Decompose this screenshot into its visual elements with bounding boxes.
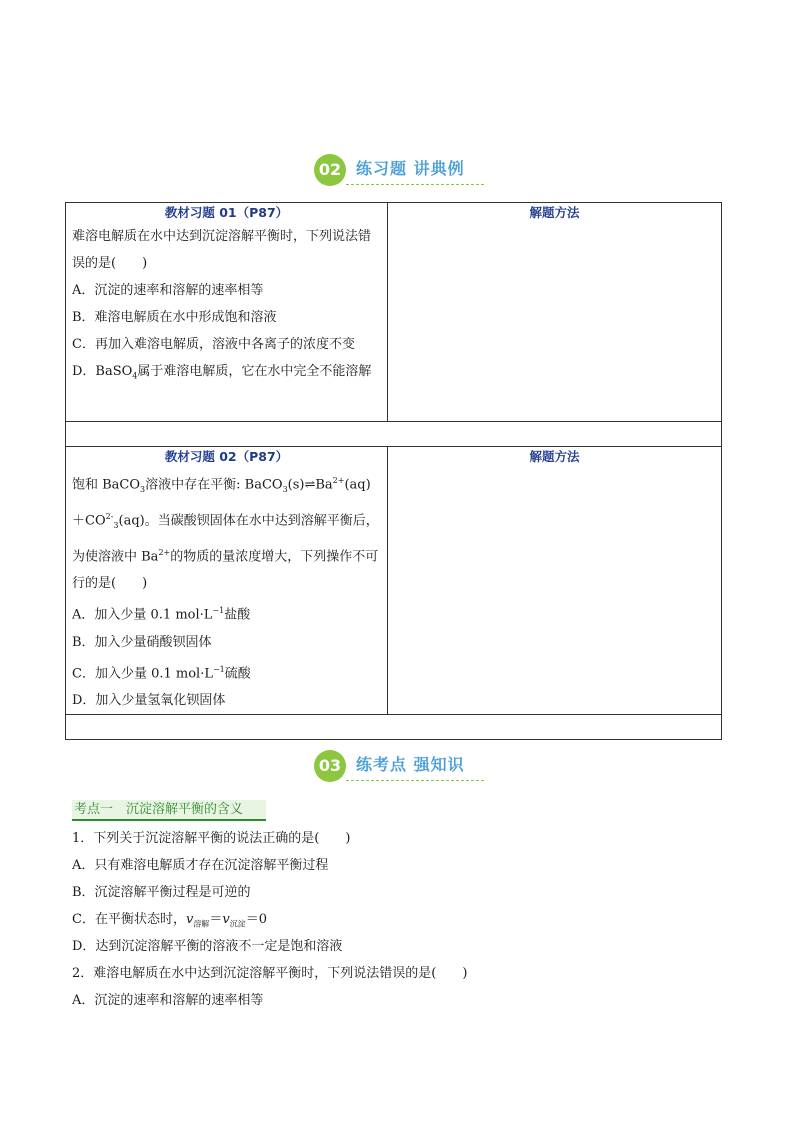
section-title: 练习题 讲典例	[356, 159, 465, 178]
section-underline	[346, 780, 484, 781]
option-c: C．再加入难溶电解质，溶液中各离子的浓度不变	[72, 337, 355, 352]
question-2-option-a: A．沉淀的速率和溶解的速率相等	[72, 993, 264, 1008]
question-stem: 饱和 BaCO$_3$溶液中存在平衡: $BaCO_3(s)\rightleftharpoons Ba^{2+}(aq)+CO^{2-}_3(aq)$。当碳酸钡固体在水中达到溶解平衡后，为使溶液中 $Ba^{2+}$的物质的量浓度增大，下列操作不可行的是( )	[72, 476, 379, 592]
question-header: 教材习题 01（P87）	[164, 205, 289, 220]
question-header: 教材习题 02（P87）	[164, 449, 289, 464]
section-number-badge: 03	[314, 750, 346, 782]
method-header: 解题方法	[529, 205, 580, 220]
option-b: B．难溶电解质在水中形成饱和溶液	[72, 310, 277, 325]
section-title: 练考点 强知识	[356, 755, 465, 774]
spacer-row	[66, 714, 722, 739]
question-1-option-a: A．只有难溶电解质才存在沉淀溶解平衡过程	[72, 858, 329, 873]
question-cell	[66, 203, 388, 422]
question-1-option-c: C．在平衡状态时，$v_{溶解}=v_{沉淀}=0$	[72, 912, 267, 929]
question-1: 1．下列关于沉淀溶解平衡的说法正确的是( )	[72, 831, 351, 846]
question-1-option-d: D．达到沉淀溶解平衡的溶液不一定是饱和溶液	[72, 939, 343, 954]
section-number-badge: 02	[314, 154, 346, 186]
kaodian-label: 考点一 沉淀溶解平衡的含义	[72, 800, 266, 820]
option-b: B．加入少量硝酸钡固体	[72, 634, 212, 650]
question-1-option-b: B．沉淀溶解平衡过程是可逆的	[72, 885, 251, 900]
section-header-03	[0, 748, 794, 784]
method-cell	[388, 447, 722, 715]
question-cell	[66, 447, 388, 715]
option-d: D．BaSO$_4$属于难溶电解质，它在水中完全不能溶解	[72, 364, 372, 381]
option-c: C．加入少量 0.1 $mol\cdot L^{-1}$硫酸	[72, 664, 251, 681]
section-header-02	[0, 152, 794, 188]
spacer-row	[66, 422, 722, 447]
section-underline	[346, 184, 484, 185]
method-header: 解题方法	[529, 449, 580, 464]
method-cell	[388, 203, 722, 422]
question-stem: 难溶电解质在水中达到沉淀溶解平衡时，下列说法错误的是( )	[72, 229, 372, 271]
option-a: A．加入少量 0.1 $mol\cdot L^{-1}$盐酸	[72, 606, 251, 623]
question-2: 2．难溶电解质在水中达到沉淀溶解平衡时，下列说法错误的是( )	[72, 966, 468, 981]
question-table-1	[65, 202, 722, 740]
option-d: D．加入少量氢氧化钡固体	[72, 692, 226, 708]
option-a: A．沉淀的速率和溶解的速率相等	[72, 283, 264, 298]
